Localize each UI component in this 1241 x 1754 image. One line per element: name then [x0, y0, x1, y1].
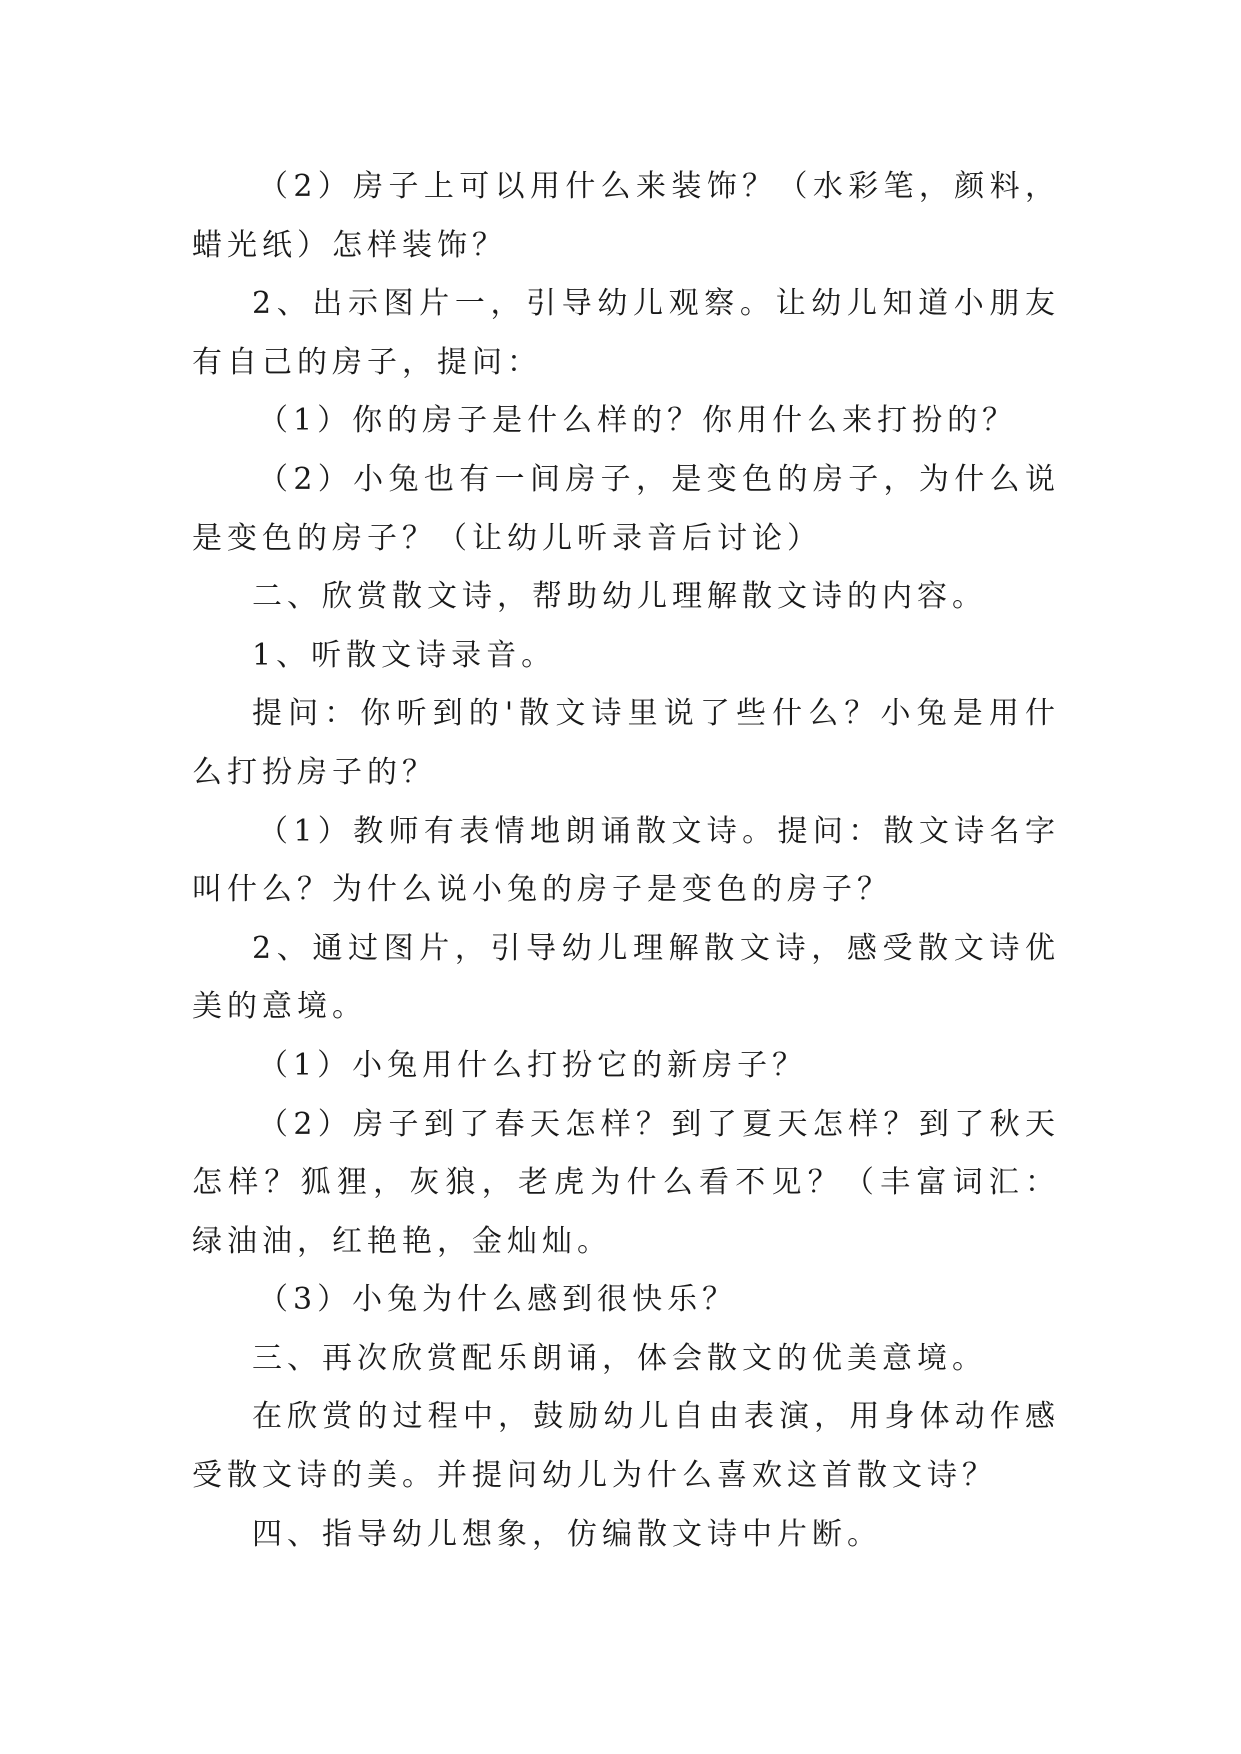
paragraph-section-two-heading: 二、欣赏散文诗，帮助幼儿理解散文诗的内容。: [252, 579, 987, 615]
paragraph-section-three-heading: 三、再次欣赏配乐朗诵，体会散文的优美意境。: [252, 1340, 987, 1376]
paragraph-seasons-question: （2）房子到了春天怎样？到了夏天怎样？到了秋天怎样？狐狸，灰狼，老虎为什么看不见？（丰富词汇：绿油油，红艳艳，金灿灿。: [192, 1106, 1060, 1259]
paragraph-teacher-recite: （1）教师有表情地朗诵散文诗。提问：散文诗名字叫什么？为什么说小兔的房子是变色的房子？: [192, 813, 1060, 908]
paragraph-listen-recording: 1、听散文诗录音。: [252, 637, 557, 673]
paragraph-question-recording: 提问：你听到的'散文诗里说了些什么？小兔是用什么打扮房子的？: [192, 696, 1060, 790]
paragraph-step-2-observe: 2、出示图片一，引导幼儿观察。让幼儿知道小朋友有自己的房子，提问：: [192, 286, 1060, 380]
paragraph-rabbit-decorate-question: （1）小兔用什么打扮它的新房子？: [258, 1047, 808, 1083]
paragraph-step-2-pictures: 2、通过图片，引导幼儿理解散文诗，感受散文诗优美的意境。: [192, 930, 1060, 1025]
paragraph-rabbit-happy-question: （3）小兔为什么感到很快乐？: [258, 1282, 738, 1318]
paragraph-your-house-question: （1）你的房子是什么样的？你用什么来打扮的？: [258, 403, 1018, 439]
document-page: [192, 158, 1060, 1564]
paragraph-free-performance: 在欣赏的过程中，鼓励幼儿自由表演，用身体动作感受散文诗的美。并提问幼儿为什么喜欢这首散文诗？: [192, 1399, 1060, 1494]
paragraph-decoration-question: （2）房子上可以用什么来装饰？（水彩笔，颜料，蜡光纸）怎样装饰？: [192, 169, 1060, 263]
paragraph-section-four-heading: 四、指导幼儿想象，仿编散文诗中片断。: [252, 1516, 882, 1552]
paragraph-rabbit-house-question: （2）小兔也有一间房子，是变色的房子，为什么说是变色的房子？（让幼儿听录音后讨论）: [192, 461, 1060, 556]
